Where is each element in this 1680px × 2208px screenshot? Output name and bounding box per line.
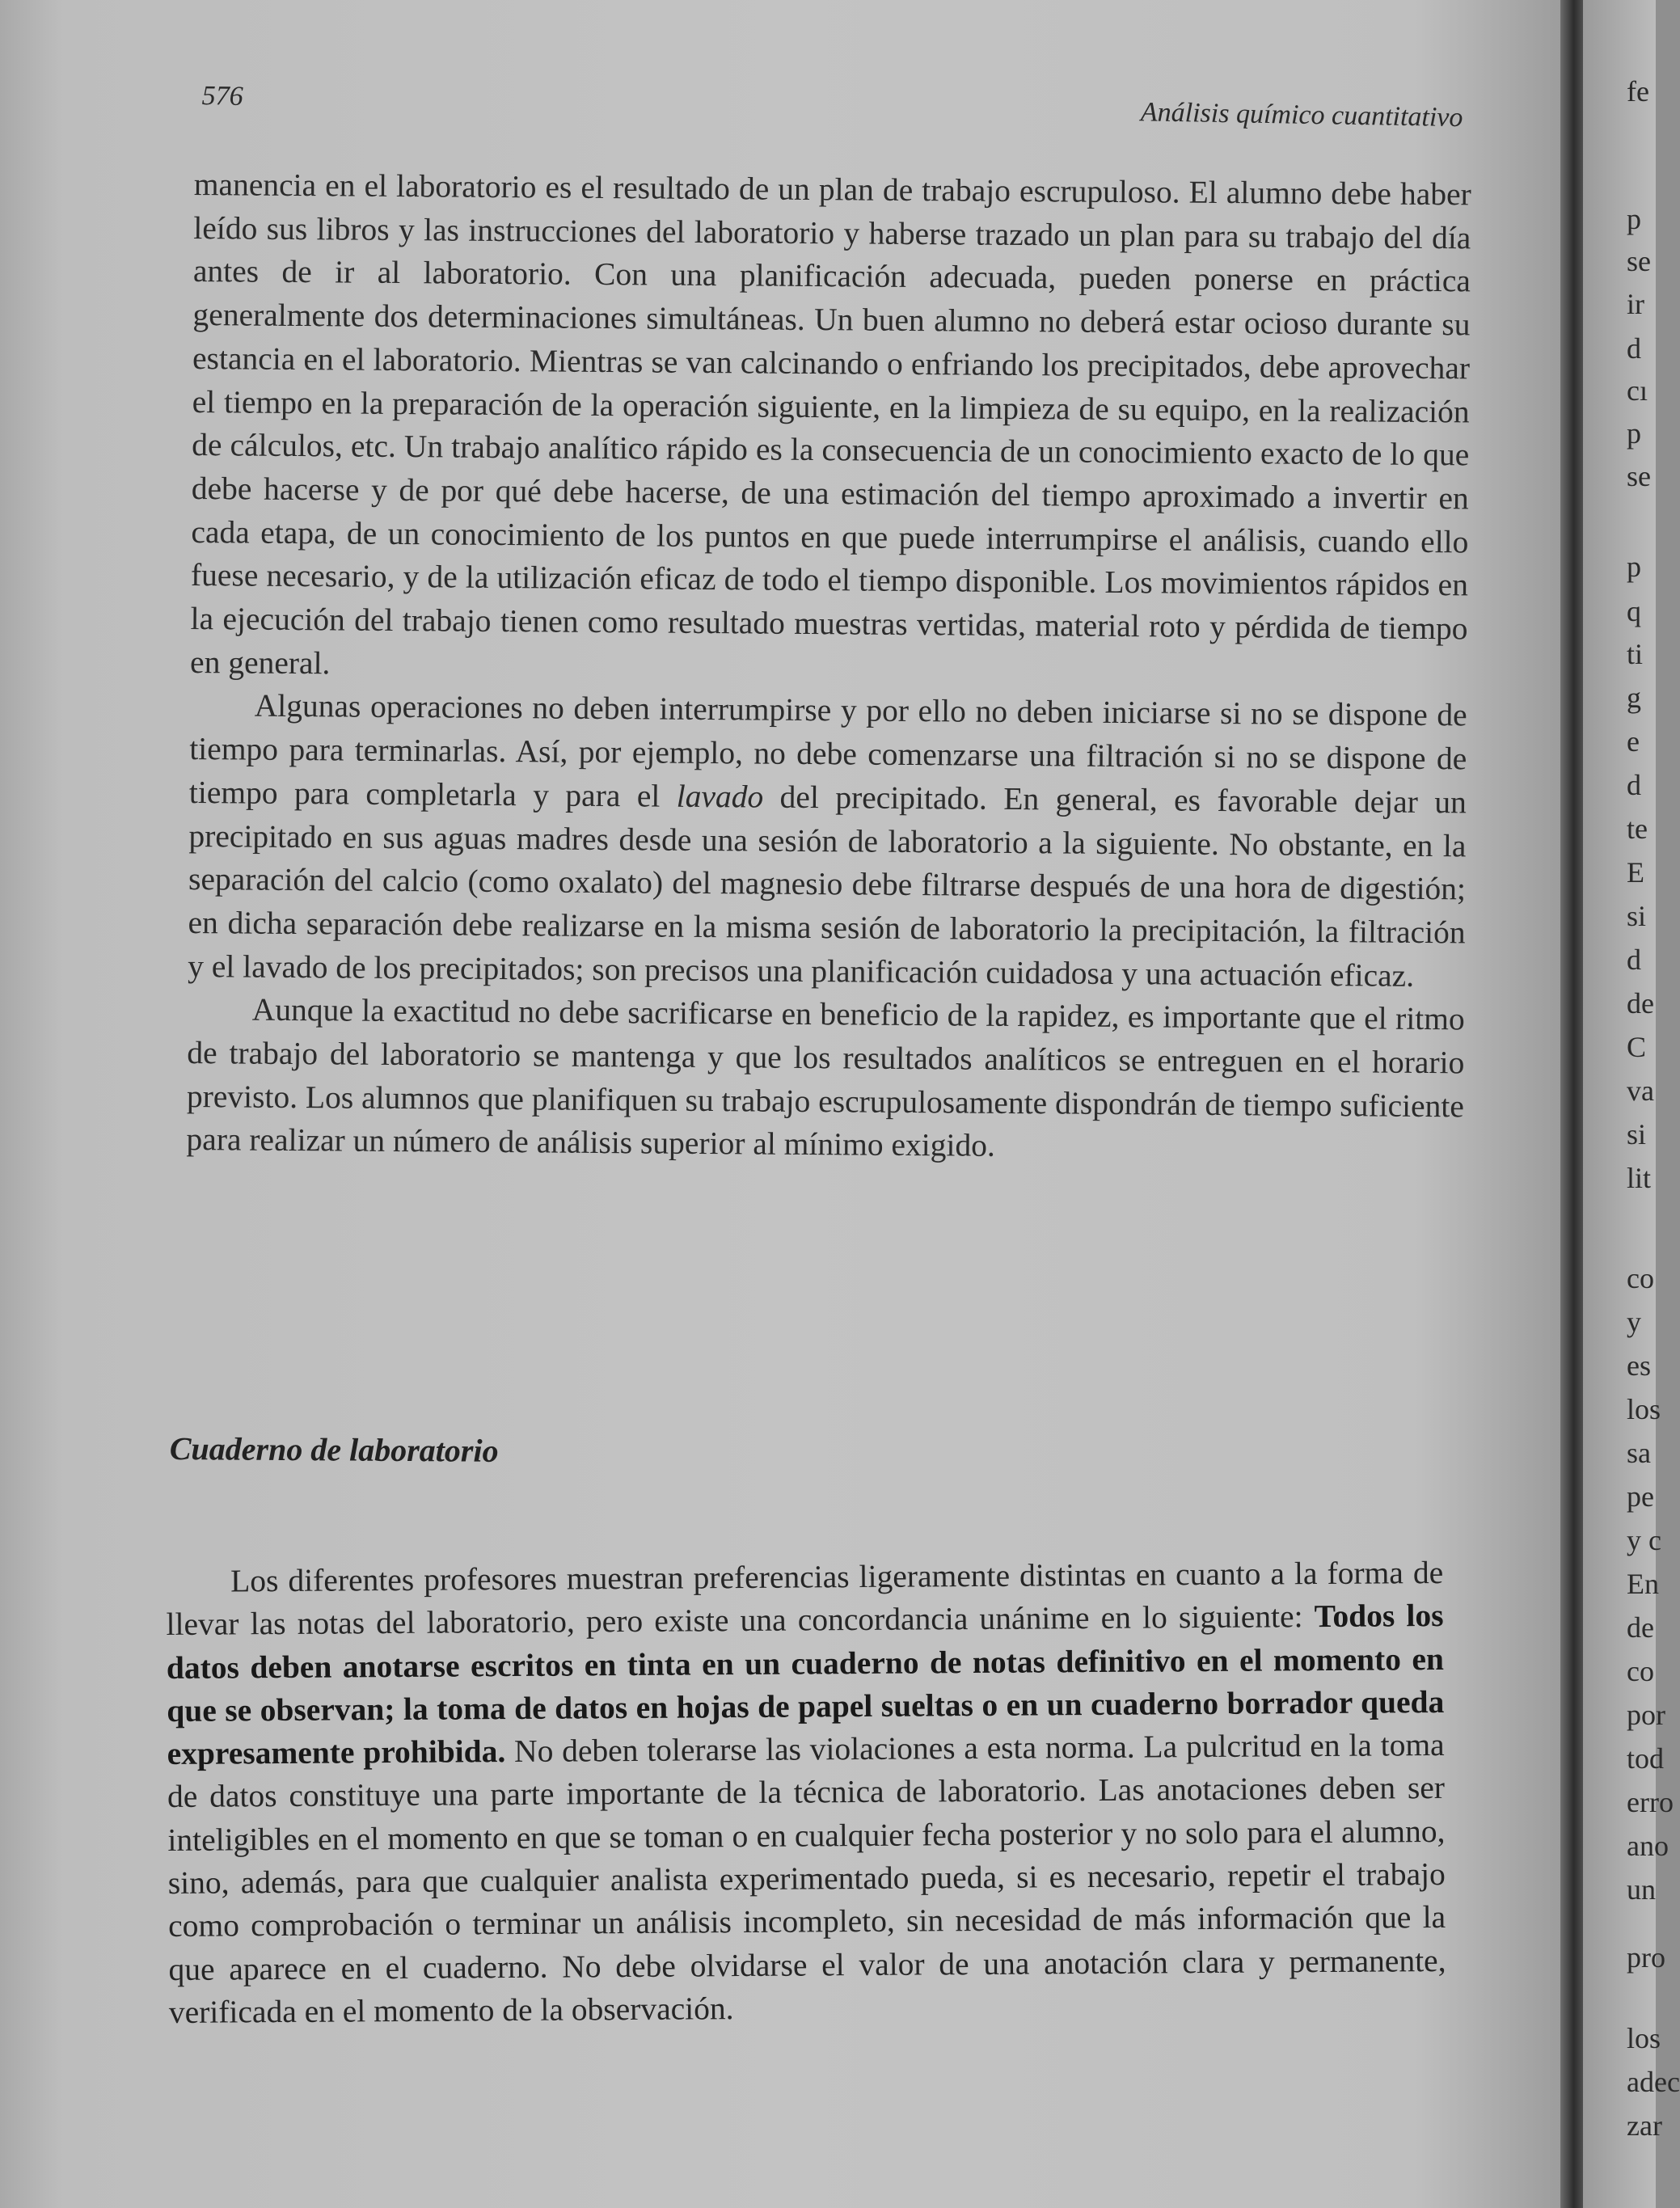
fragment: un	[1627, 1873, 1656, 1906]
fragment: se	[1627, 245, 1651, 277]
italic-term-lavado: lavado	[676, 778, 764, 815]
fragment: por	[1627, 1699, 1665, 1731]
running-head	[201, 81, 1463, 151]
paragraph-notebook-rest: No deben tolerarse las violaciones a esta norma. La pulcritud en la toma de datos constituye una parte importante de la técnica de laboratorio. Las anotaciones deben ser inteligibles en el momento en que se toman o en cualquier fecha posterior y no solo para el alumno, sino, además, para que cualquier analista experimentado pueda, si es necesario, repetir el trabajo como comprobación o terminar un análisis incompleto, sin necesidad de más información que la que aparece en el cuaderno. No debe olvidarse el valor de una anotación clara y permanente, verificada en el momento de la observación.	[167, 1727, 1446, 2030]
bold-rule: Todos los datos deben anotarse escritos en tinta en un cuaderno de notas definitivo en el momento en que se observan; la toma de datos en hojas de papel sueltas o en un cuaderno borrador queda expresamente prohibida.	[166, 1598, 1445, 1772]
paragraph-continuation: manencia en el laboratorio es el resultado de un plan de trabajo escrupuloso. El alumno debe haber leído sus libros y las instrucciones del laboratorio y haberse trazado un plan para su trabajo del día antes de ir al laboratorio. Con una planificación adecuada, pueden ponerse en práctica generalmente dos determinaciones simultáneas. Un buen alumno no deberá estar ocioso durante su estancia en el laboratorio. Mientras se van calcinando o enfriando los precipitados, debe aprovechar el tiempo en la preparación de la operación siguiente, en la limpieza de su equipo, en la realización de cálculos, etc. Un trabajo analítico rápido es la consecuencia de un conocimiento exacto de lo que debe hacerse y de por qué debe hacerse, de una estimación del tiempo aproximado a invertir en cada etapa, de un conocimiento de los puntos en que puede interrumpirse el análisis, cuando ello fuese necesario, y de la utilización eficaz de todo el tiempo disponible. Los movimientos rápidos en la ejecución del trabajo tienen como resultado muestras vertidas, material roto y pérdida de tiempo en general.	[189, 166, 1471, 682]
fragment: y	[1627, 1306, 1641, 1338]
fragment: d	[1627, 332, 1641, 365]
paragraph-operations-end: del precipitado. En general, es favorable dejar un precipitado en sus aguas madres desde una sesión de laboratorio a la siguiente. No obstante, en la separación del calcio (como oxalato) del magnesio debe filtrarse después de una hora de digestión; en dicha separación debe realizarse en la misma sesión de laboratorio la precipitación, la filtración y el lavado de los precipitados; son precisos una planificación cuidadosa y una actuación eficaz.	[188, 779, 1467, 994]
body-text-upper	[186, 163, 1471, 1172]
page-number: 576	[201, 81, 243, 112]
fragment: si	[1627, 900, 1647, 932]
fragment: de	[1627, 987, 1654, 1020]
fragment: va	[1627, 1074, 1654, 1107]
fragment: co	[1627, 1655, 1654, 1687]
fragment: se	[1627, 460, 1651, 492]
fragment: e	[1627, 725, 1640, 758]
fragment: E	[1627, 856, 1644, 889]
paragraph-notebook	[166, 1552, 1446, 2034]
fragment: erro	[1627, 1786, 1674, 1818]
fragment: ano	[1627, 1830, 1669, 1862]
fragment: cı	[1627, 374, 1648, 407]
fragment: pe	[1627, 1480, 1654, 1513]
fragment: si	[1627, 1118, 1647, 1150]
paragraph-notebook-intro: Los diferentes profesores muestran preferencias ligeramente distintas en cuanto a la forma de llevar las notas del laboratorio, pero existe una concordancia unánime en lo siguiente:	[166, 1554, 1444, 1643]
fragment: te	[1627, 813, 1648, 845]
fragment: p	[1627, 551, 1641, 583]
fragment: En	[1627, 1568, 1659, 1600]
fragment: p	[1627, 203, 1641, 235]
fragment: zar	[1627, 2109, 1662, 2142]
fragment: tod	[1627, 1742, 1665, 1775]
paragraph-operations-start: Algunas operaciones no deben interrumpirse y por ello no deben iniciarse si no se dispone de tiempo para terminarlas. Así, por ejemplo, no debe comenzarse una filtración si no se dispone de tiempo para completarla y para el	[188, 688, 1467, 814]
fragment: d	[1627, 769, 1641, 801]
fragment: q	[1627, 595, 1641, 627]
running-title: Análisis químico cuantitativo	[1140, 97, 1463, 133]
fragment: es	[1627, 1349, 1651, 1382]
fragment: sa	[1627, 1437, 1651, 1469]
paragraph-operations	[188, 684, 1467, 998]
fragment: adec	[1627, 2066, 1680, 2098]
fragment: de	[1627, 1611, 1654, 1644]
book-gutter	[1560, 0, 1585, 2208]
fragment: d	[1627, 944, 1641, 976]
fragment: ti	[1627, 638, 1644, 670]
fragment: C	[1627, 1031, 1647, 1063]
paragraph-accuracy: Aunque la exactitud no debe sacrificarse en beneficio de la rapidez, es importante que el ritmo de trabajo del laboratorio se mantenga y que los resultados analíticos se entreguen en el horario previsto. Los alumnos que planifiquen su trabajo escrupulosamente dispondrán de tiempo suficiente para realizar un número de análisis superior al mínimo exigido.	[186, 991, 1465, 1164]
fragment: los	[1627, 2022, 1661, 2054]
fragment: co	[1627, 1262, 1654, 1294]
fragment: pro	[1627, 1941, 1665, 1974]
section-heading: Cuaderno de laboratorio	[169, 1430, 499, 1469]
body-text-lower	[166, 1552, 1446, 2034]
fragment: lit	[1627, 1162, 1652, 1194]
fragment: fe	[1627, 75, 1649, 108]
fragment: g	[1627, 682, 1641, 714]
fragment: ir	[1627, 288, 1644, 320]
fragment: y c	[1627, 1524, 1661, 1556]
fragment: los	[1627, 1393, 1661, 1425]
fragment: p	[1627, 417, 1641, 450]
